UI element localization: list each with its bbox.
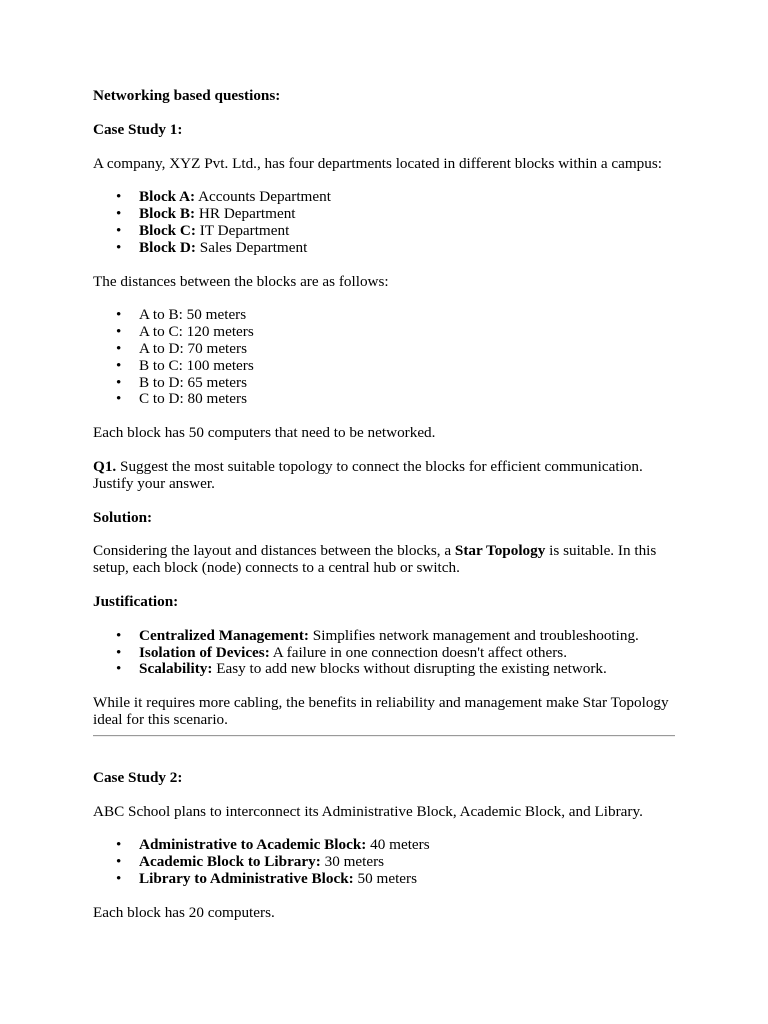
distances-intro: The distances between the blocks are as follows: bbox=[93, 272, 389, 290]
justification-label: Centralized Management: bbox=[139, 626, 309, 644]
question-1 bbox=[93, 459, 683, 493]
list-item bbox=[139, 871, 683, 888]
route-label: Academic Block to Library: bbox=[139, 853, 321, 871]
block-label: Block A: bbox=[139, 188, 196, 206]
justification-label: Scalability: bbox=[139, 660, 213, 678]
justification-heading: Justification: bbox=[93, 592, 179, 610]
solution-topology: Star Topology bbox=[454, 542, 546, 560]
distances-list bbox=[93, 307, 683, 408]
route-label: Library to Administrative Block: bbox=[139, 869, 354, 887]
computers-note: Each block has 50 computers that need to be networked. bbox=[93, 424, 436, 442]
justifications-list bbox=[93, 628, 683, 678]
list-item bbox=[139, 206, 683, 223]
justification-text: Easy to add new blocks without disrupting the existing network. bbox=[212, 660, 607, 678]
document-heading: Networking based questions: bbox=[93, 87, 281, 104]
block-department: IT Department bbox=[195, 221, 290, 239]
list-item: • B to D: 65 meters bbox=[139, 375, 683, 392]
list-item: • B to C: 100 meters bbox=[139, 358, 683, 375]
route-distance: 30 meters bbox=[320, 853, 385, 871]
list-item bbox=[139, 189, 683, 206]
route-distance: 40 meters bbox=[366, 836, 430, 854]
list-item bbox=[139, 661, 683, 678]
section-divider bbox=[93, 735, 675, 737]
list-item bbox=[139, 645, 683, 662]
list-item: • A to B: 50 meters bbox=[139, 307, 683, 324]
block-label: Block C: bbox=[139, 221, 196, 239]
block-department: Sales Department bbox=[195, 238, 308, 256]
case-study-1-title: Case Study 1: bbox=[93, 120, 183, 138]
list-item bbox=[139, 854, 683, 871]
case-study-2-title: Case Study 2: bbox=[93, 768, 183, 786]
list-item bbox=[139, 240, 683, 257]
solution-heading: Solution: bbox=[93, 508, 153, 526]
list-item bbox=[139, 628, 683, 645]
list-item: • A to D: 70 meters bbox=[139, 341, 683, 358]
route-distance: 50 meters bbox=[353, 869, 417, 887]
list-item: • A to C: 120 meters bbox=[139, 324, 683, 341]
justification-text: Simplifies network management and troubleshooting. bbox=[308, 626, 639, 644]
block-label: Block D: bbox=[139, 238, 196, 256]
block-label: Block B: bbox=[139, 205, 196, 223]
solution-text: Considering the layout and distances between the blocks, a Star Topology is suitable. In this setup, each block (node) connects to a central hub or switch. bbox=[93, 542, 657, 577]
list-item: • C to D: 80 meters bbox=[139, 391, 683, 408]
case-study-1-intro: A company, XYZ Pvt. Ltd., has four departments located in different blocks within a campus: bbox=[93, 154, 662, 172]
block-department: Accounts Department bbox=[195, 188, 331, 206]
school-distances-list bbox=[93, 837, 683, 887]
block-department: HR Department bbox=[195, 205, 296, 223]
justification-label: Isolation of Devices: bbox=[139, 643, 270, 661]
school-computers-note: Each block has 20 computers. bbox=[93, 903, 275, 921]
list-item bbox=[139, 837, 683, 854]
conclusion-text: While it requires more cabling, the benefits in reliability and management make Star Topology ideal for this scenario. bbox=[93, 694, 669, 728]
case-study-2-intro: ABC School plans to interconnect its Administrative Block, Academic Block, and Library. bbox=[93, 802, 643, 820]
list-item bbox=[139, 223, 683, 240]
document-page bbox=[93, 88, 683, 939]
question-label: Q1. bbox=[93, 457, 117, 475]
question-text: Suggest the most suitable topology to connect the blocks for efficient communication. Justify your answer. bbox=[93, 457, 643, 492]
route-label: Administrative to Academic Block: bbox=[139, 836, 367, 854]
justification-text: A failure in one connection doesn't affect others. bbox=[269, 643, 568, 661]
blocks-list bbox=[93, 189, 683, 256]
